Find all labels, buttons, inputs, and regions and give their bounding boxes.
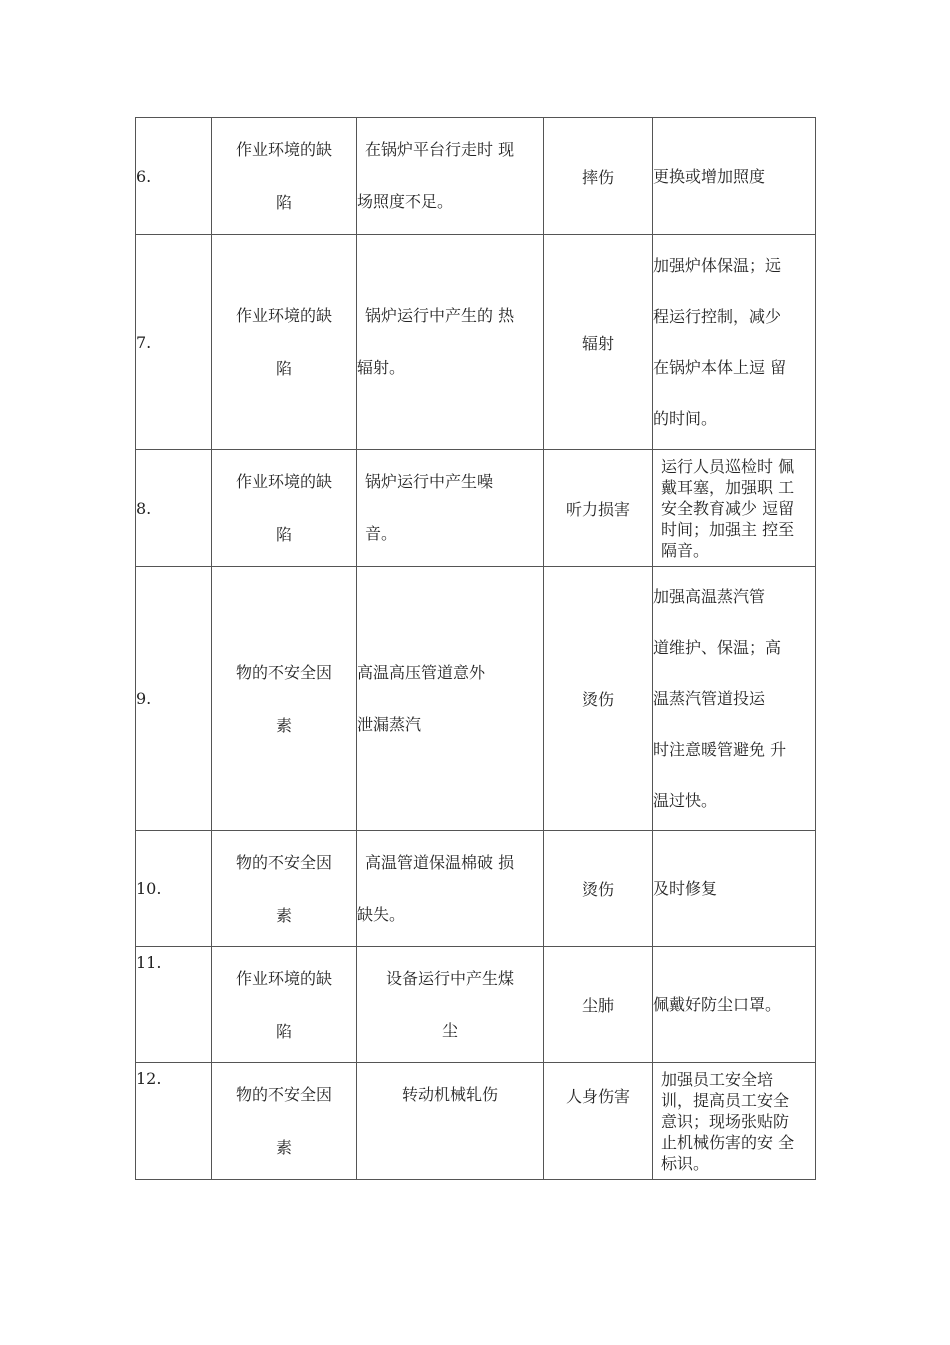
measure-line: 运行人员巡检时 佩	[661, 456, 795, 476]
row-number: 7.	[136, 235, 212, 450]
category-line: 物的不安全因	[235, 852, 332, 872]
cause-line: 锅炉运行中产生噪	[365, 472, 494, 491]
cause-line: 泄漏蒸汽	[357, 714, 422, 734]
row-number: 8.	[136, 450, 212, 567]
measure-line: 时注意暖管避免 升	[653, 740, 787, 759]
control-measure	[653, 235, 816, 450]
hazard-cause	[357, 831, 544, 947]
harm-type: 摔伤	[544, 118, 653, 235]
control-measure	[653, 118, 816, 235]
harm-type: 尘肺	[544, 947, 653, 1063]
measure-line: 止机械伤害的安 全	[661, 1132, 795, 1152]
measure-line: 的时间。	[653, 409, 718, 428]
hazard-cause	[357, 235, 544, 450]
cause-line: 高温高压管道意外	[357, 662, 486, 682]
hazard-cause	[357, 118, 544, 235]
table-row	[136, 947, 816, 1063]
measure-line: 程运行控制，减少	[653, 307, 782, 326]
harm-type: 听力损害	[544, 450, 653, 567]
measure-line: 加强高温蒸汽管	[653, 587, 766, 606]
category-line: 物的不安全因	[235, 662, 332, 682]
hazard-table	[135, 117, 816, 1180]
measure-line: 加强员工安全培	[661, 1069, 774, 1089]
measure-line: 训，提高员工安全	[661, 1090, 790, 1110]
table-row	[136, 235, 816, 450]
hazard-category	[212, 118, 357, 235]
measure-line: 加强炉体保温；远	[653, 256, 782, 275]
category-line: 作业环境的缺	[235, 140, 332, 159]
measure-line: 温过快。	[653, 791, 718, 810]
category-line: 素	[275, 905, 292, 925]
category-line: 素	[275, 1138, 292, 1157]
cause-line: 音。	[365, 524, 398, 543]
row-number: 12.	[136, 1063, 212, 1180]
table-row	[136, 567, 816, 831]
control-measure	[653, 450, 816, 567]
harm-type	[544, 1063, 653, 1180]
category-line: 陷	[275, 359, 292, 378]
harm-line: 人身伤害	[565, 1086, 630, 1106]
measure-line: 标识。	[661, 1153, 710, 1173]
hazard-category	[212, 947, 357, 1063]
hazard-category	[212, 235, 357, 450]
table-row	[136, 450, 816, 567]
category-line: 作业环境的缺	[235, 306, 332, 325]
measure-line: 意识；现场张贴防	[661, 1111, 790, 1131]
measure-line: 佩戴好防尘口罩。	[653, 995, 782, 1014]
cause-line: 在锅炉平台行走时 现	[365, 140, 515, 159]
hazard-category	[212, 831, 357, 947]
control-measure	[653, 1063, 816, 1180]
harm-type: 辐射	[544, 235, 653, 450]
hazard-category	[212, 567, 357, 831]
measure-line: 及时修复	[653, 879, 718, 898]
cause-line: 场照度不足。	[357, 192, 454, 211]
harm-line	[544, 1107, 652, 1159]
cause-line: 尘	[441, 1020, 458, 1040]
measure-line: 戴耳塞，加强职 工	[661, 477, 795, 497]
measure-line: 温蒸汽管道投运	[653, 689, 766, 708]
cause-line: 转动机械轧伤	[401, 1085, 498, 1104]
cause-line: 设备运行中产生煤	[385, 968, 514, 988]
hazard-category	[212, 1063, 357, 1180]
hazard-cause	[357, 947, 544, 1063]
measure-line: 时间；加强主 控至	[661, 519, 795, 539]
category-line: 素	[275, 715, 292, 735]
row-number: 10.	[136, 831, 212, 947]
cause-line: 缺失。	[357, 904, 406, 924]
harm-type: 烫伤	[544, 831, 653, 947]
measure-line: 安全教育减少 逗留	[661, 498, 795, 518]
measure-line: 道维护、保温；高	[653, 638, 782, 657]
control-measure	[653, 947, 816, 1063]
table-row	[136, 118, 816, 235]
harm-type: 烫伤	[544, 567, 653, 831]
control-measure	[653, 831, 816, 947]
category-line: 陷	[275, 525, 292, 544]
category-line: 陷	[275, 1021, 292, 1041]
table-row	[136, 1063, 816, 1180]
row-number: 11.	[136, 947, 212, 1063]
cause-line	[357, 1121, 543, 1173]
measure-line: 在锅炉本体上逗 留	[653, 358, 787, 377]
control-measure	[653, 567, 816, 831]
hazard-cause	[357, 1063, 544, 1180]
measure-line: 更换或增加照度	[653, 166, 766, 186]
cause-line: 锅炉运行中产生的 热	[365, 306, 515, 325]
category-line: 作业环境的缺	[235, 472, 332, 491]
category-line: 作业环境的缺	[235, 968, 332, 988]
hazard-cause	[357, 450, 544, 567]
category-line: 陷	[275, 193, 292, 212]
category-line: 物的不安全因	[235, 1085, 332, 1104]
row-number: 6.	[136, 118, 212, 235]
table-row	[136, 831, 816, 947]
cause-line: 高温管道保温棉破 损	[365, 852, 515, 872]
hazard-category	[212, 450, 357, 567]
measure-line: 隔音。	[661, 540, 710, 560]
hazard-cause	[357, 567, 544, 831]
row-number: 9.	[136, 567, 212, 831]
cause-line: 辐射。	[357, 358, 406, 377]
